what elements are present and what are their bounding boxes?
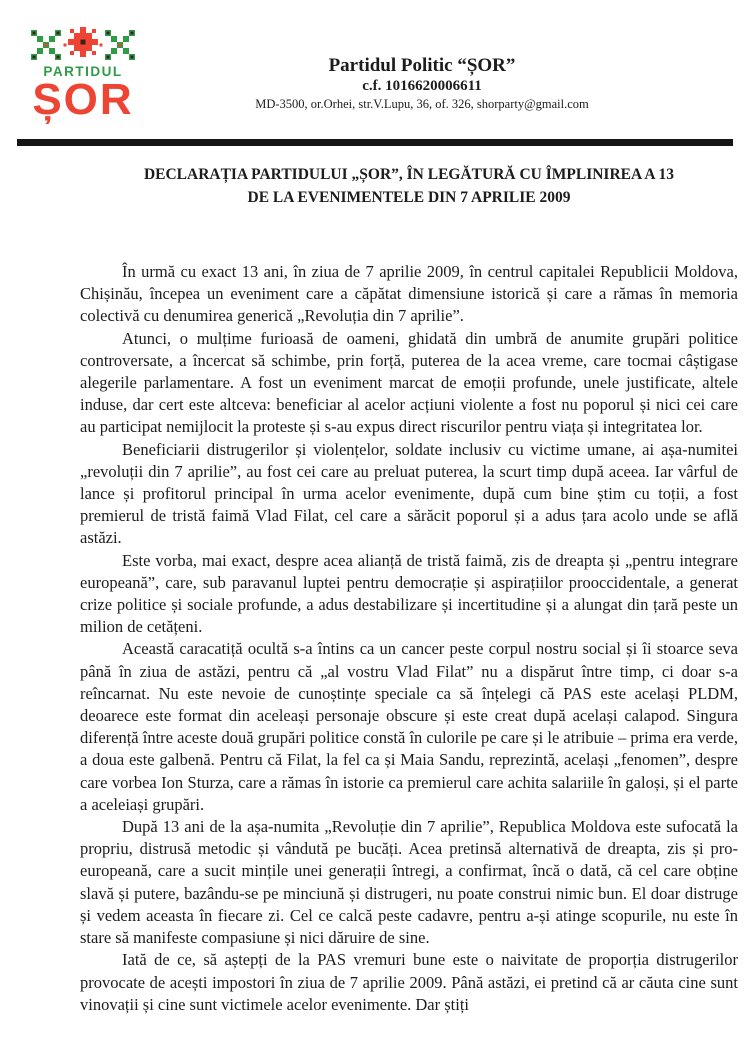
document-title — [80, 163, 738, 209]
paragraph: Această caracatiță ocultă s-a întins ca un cancer peste corpul nostru social și îi stoarce seva până în ziua de astăzi, pentru că „al vostru Vlad Filat” nu a dispărut între timp, ci doar s-a reîncarnat. Nu este nevoie de cunoștințe speciale ca să înțelegi că PAS este același PLDM, deoarece este format din aceleași personaje obscure și este creat după același calapod. Singura diferență între aceste două grupări politice constă în culorile pe care și le atribuie – prima era verde, a doua este galbenă. Pentru că Filat, la fel ca și Maia Sandu, reprezintă, același „fenomen”, despre care vorbea Ion Sturza, care a rămas în istorie ca premierul care achita salariile în galoși, și el parte a aceleiași grupări. — [80, 639, 738, 814]
document-title-line2: DE LA EVENIMENTELE DIN 7 APRILIE 2009 — [247, 189, 571, 206]
logo-partidul-text: PARTIDUL — [43, 64, 123, 79]
header-divider — [17, 139, 733, 146]
party-logo — [24, 27, 142, 124]
letterhead — [142, 54, 702, 113]
fiscal-code: c.f. 1016620006611 — [362, 78, 482, 94]
paragraph: După 13 ani de la așa-numita „Revoluție din 7 aprilie”, Republica Moldova este sufocată la propriu, distrusă metodic și vândută pe bucăți. Acea pretinsă alternativă de dreapta, zis și pro-europeană, care a sucit mințile unei generații întregi, a confirmat, încă o dată, că cel care obține slavă și putere, bazându-se pe minciună și distrugeri, nu poate construi nimic bun. El doar distruge și vedem aceasta în fiecare zi. Cel ce calcă peste cadavre, pentru a-și atinge scopurile, nu este în stare să manifeste compasiune și nici dăruire de sine. — [80, 817, 738, 948]
org-name: Partidul Politic “ȘOR” — [328, 55, 516, 76]
org-address: MD-3500, or.Orhei, str.V.Lupu, 36, of. 326, shorparty@gmail.com — [255, 97, 589, 111]
paragraph: Atunci, o mulțime furioasă de oameni, ghidată din umbră de anumite grupări politice controversate, a încercat să schimbe, prin forță, puterea de la acea vreme, care tocmai câștigase alegerile parlamentare. A fost un eveniment marcat de emoții profunde, unele justificate, altele induse, dar cert este altceva: beneficiar al acelor acțiuni violente a fost nu poporul și nici cei care au participat nemijlocit la proteste și s-au expus direct riscurilor pentru viața și integritatea lor. — [80, 328, 738, 437]
embroidery-ornament-icon — [31, 27, 135, 63]
document-body — [80, 261, 738, 1016]
paragraph: Beneficiarii distrugerilor și violențelor, soldate inclusiv cu victime umane, ai așa-numitei „revoluții din 7 aprilie”, au fost cei care au preluat puterea, la scurt timp după aceea. Iar vârful de lance și profitorul principal în urma acelor evenimente, după cum bine știm cu toții, a fost premierul de tristă faimă Vlad Filat, cel care a sărăcit poporul și a adus țara acolo unde se află astăzi. — [80, 439, 738, 548]
paragraph: În urmă cu exact 13 ani, în ziua de 7 aprilie 2009, în centrul capitalei Republicii Moldova, Chișinău, începea un eveniment care a căpătat dimensiune istorică și care a rămas în memoria colectivă cu denumirea generică „Revoluția din 7 aprilie”. — [80, 262, 738, 326]
document-title-line1: DECLARAȚIA PARTIDULUI „ȘOR”, ÎN LEGĂTURĂ CU ÎMPLINIREA A 13 — [143, 166, 675, 183]
paragraph: Este vorba, mai exact, despre acea alianță de tristă faimă, zis de dreapta și „pentru integrare europeană”, care, sub paravanul luptei pentru democrație și aspirațiilor prooccidentale, a generat crize politice și sociale profunde, a adus destabilizare și incertitudine și a alungat din țară peste un milion de cetățeni. — [80, 550, 738, 637]
document-content — [80, 163, 738, 1016]
logo-sor-text: ȘOR — [32, 75, 134, 124]
paragraph: Iată de ce, să aștepți de la PAS vremuri bune este o naivitate de proporția distrugerilor provocate de acești impostori în ziua de 7 aprilie 2009. Până astăzi, ei pretind că ar căuta cine sunt vinovații și cine sunt victimele acelor evenimente. Dar știți — [80, 950, 738, 1014]
